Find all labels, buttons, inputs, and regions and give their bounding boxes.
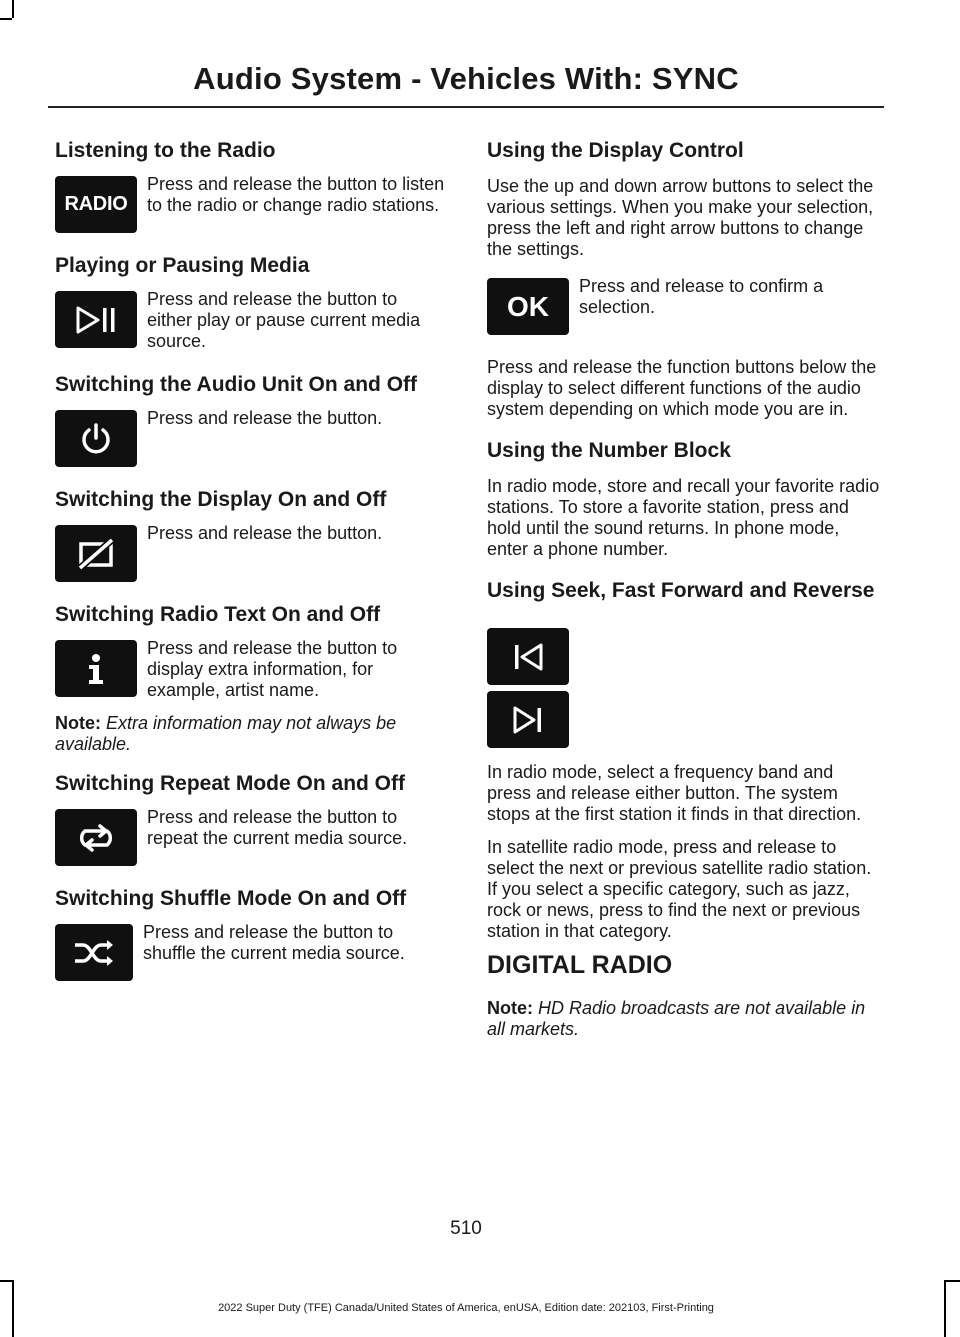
section-heading: DIGITAL RADIO (487, 951, 673, 979)
left-column (55, 140, 447, 1003)
paragraph: Press and release the function buttons below the display to select different functions of the audio system depending on which mode you are in. (487, 357, 877, 419)
repeat-icon (55, 809, 137, 866)
section-heading: Switching Radio Text On and Off (55, 603, 381, 626)
instruction-text: Press and release the button to shuffle the current media source. (143, 922, 405, 963)
section-heading: Using Seek, Fast Forward and Reverse (487, 579, 875, 602)
seek-back-icon (487, 628, 569, 685)
section-heading: Switching Shuffle Mode On and Off (55, 887, 407, 910)
instruction-text: Press and release the button. (147, 523, 383, 543)
play-pause-icon (55, 291, 137, 348)
instruction-row (55, 291, 447, 352)
note-label: Note: (55, 713, 101, 733)
section-heading: Switching the Display On and Off (55, 488, 387, 511)
info-icon (55, 640, 137, 697)
radio-button-icon (55, 176, 137, 233)
right-column (487, 140, 882, 1052)
instruction-text: Press and release the button to repeat the current media source. (147, 807, 408, 848)
crop-mark (12, 0, 14, 18)
section-heading: Using the Number Block (487, 439, 731, 462)
instruction-row (487, 278, 882, 335)
instruction-text: Press and release the button to listen to the radio or change radio stations. (147, 174, 445, 215)
instruction-text: Press and release the button. (147, 408, 383, 428)
instruction-text: Press and release the button to either play or pause current media source. (147, 289, 421, 351)
section-heading: Switching the Audio Unit On and Off (55, 373, 418, 396)
seek-forward-icon (487, 691, 569, 748)
instruction-row (55, 525, 447, 582)
instruction-row (55, 809, 447, 866)
radio-icon-label: RADIO (64, 193, 128, 215)
paragraph: In radio mode, select a frequency band and press and release either button. The system stops at the first station it finds in that direction. (487, 762, 862, 824)
paragraph: In satellite radio mode, press and release to select the next or previous satellite radio station. If you select a specific category, such as jazz, rock or news, press to find the next or previous station in that category. (487, 837, 872, 941)
paragraph: In radio mode, store and recall your favorite radio stations. To store a favorite station, press and hold until the sound returns. In phone mode, enter a phone number. (487, 476, 880, 559)
ok-icon-label: OK (507, 290, 549, 322)
instruction-row (55, 410, 447, 467)
instruction-row (55, 640, 447, 701)
crop-mark (946, 1280, 960, 1282)
crop-mark (944, 1280, 946, 1337)
crop-mark (0, 1280, 12, 1282)
section-heading: Playing or Pausing Media (55, 254, 310, 277)
seek-icons (487, 628, 882, 748)
footer: 2022 Super Duty (TFE) Canada/United States of America, enUSA, Edition date: 202103, First-Printing (218, 1302, 714, 1314)
power-icon (55, 410, 137, 467)
note-text: Extra information may not always be available. (55, 713, 397, 754)
shuffle-icon (55, 924, 133, 981)
page-header (48, 60, 884, 108)
crop-mark (0, 18, 12, 20)
ok-button-icon (487, 278, 569, 335)
section-heading: Listening to the Radio (55, 139, 276, 162)
paragraph: Use the up and down arrow buttons to select the various settings. When you make your selection, press the left and right arrow buttons to change the settings. (487, 176, 874, 259)
instruction-text: Press and release the button to display extra information, for example, artist name. (147, 638, 398, 700)
note (55, 713, 447, 755)
instruction-row (55, 176, 447, 233)
note-text: HD Radio broadcasts are not available in all markets. (487, 998, 866, 1039)
section-heading: Using the Display Control (487, 139, 744, 162)
section-heading: Switching Repeat Mode On and Off (55, 772, 406, 795)
note-label: Note: (487, 998, 533, 1018)
page-title: Audio System - Vehicles With: SYNC (193, 61, 739, 96)
note (487, 998, 882, 1040)
display-off-icon (55, 525, 137, 582)
instruction-row (55, 924, 447, 981)
instruction-text: Press and release to confirm a selection. (579, 276, 824, 317)
page-number: 510 (450, 1218, 482, 1239)
